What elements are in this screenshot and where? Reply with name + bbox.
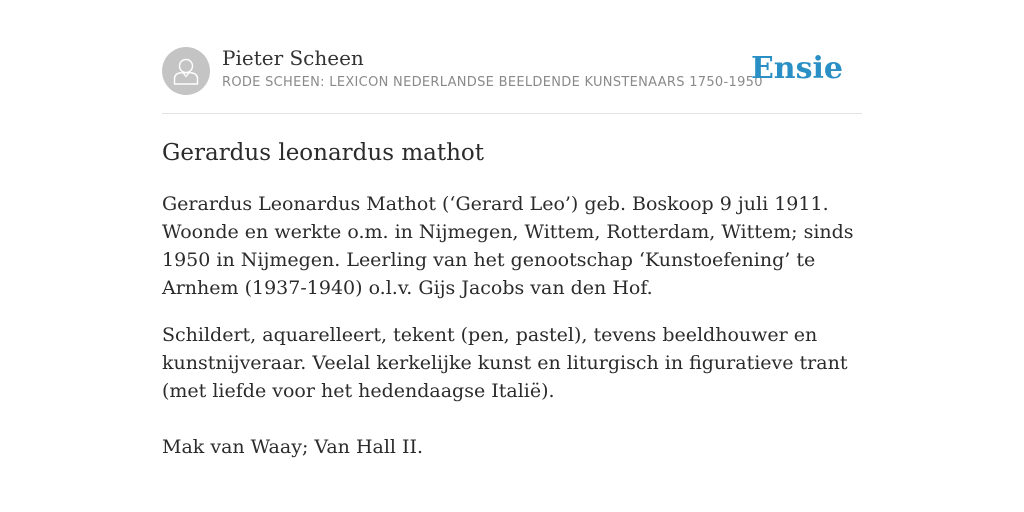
entry-header xyxy=(162,0,862,114)
page-title: Gerardus leonardus mathot xyxy=(162,140,484,166)
brand-logo[interactable]: Ensie xyxy=(750,51,843,86)
paragraph-biography: Gerardus Leonardus Mathot (‘Gerard Leo’) geb. Boskoop 9 juli 1911. Woonde en werkte o.m. in Nijmegen, Wittem, Rotterdam, Wittem; sinds 1950 in Nijmegen. Leerling van het genootschap ‘Kunstoefening’ te Arnhem (1937-1940) o.l.v. Gijs Jacobs van den Hof. xyxy=(162,193,854,299)
user-placeholder-icon xyxy=(173,57,199,85)
source-title[interactable]: RODE SCHEEN: LEXICON NEDERLANDSE BEELDENDE KUNSTENAARS 1750-1950 xyxy=(222,75,763,90)
paragraph-work: Schildert, aquarelleert, tekent (pen, pastel), tevens beeldhouwer en kunstnijveraar. Veelal kerkelijke kunst en liturgisch in figuratieve trant (met liefde voor het hedendaagse Italië). xyxy=(162,324,848,402)
paragraph-sources: Mak van Waay; Van Hall II. xyxy=(162,436,424,458)
avatar[interactable] xyxy=(162,47,210,95)
author-name[interactable]: Pieter Scheen xyxy=(222,46,364,70)
entry-card xyxy=(162,0,862,458)
